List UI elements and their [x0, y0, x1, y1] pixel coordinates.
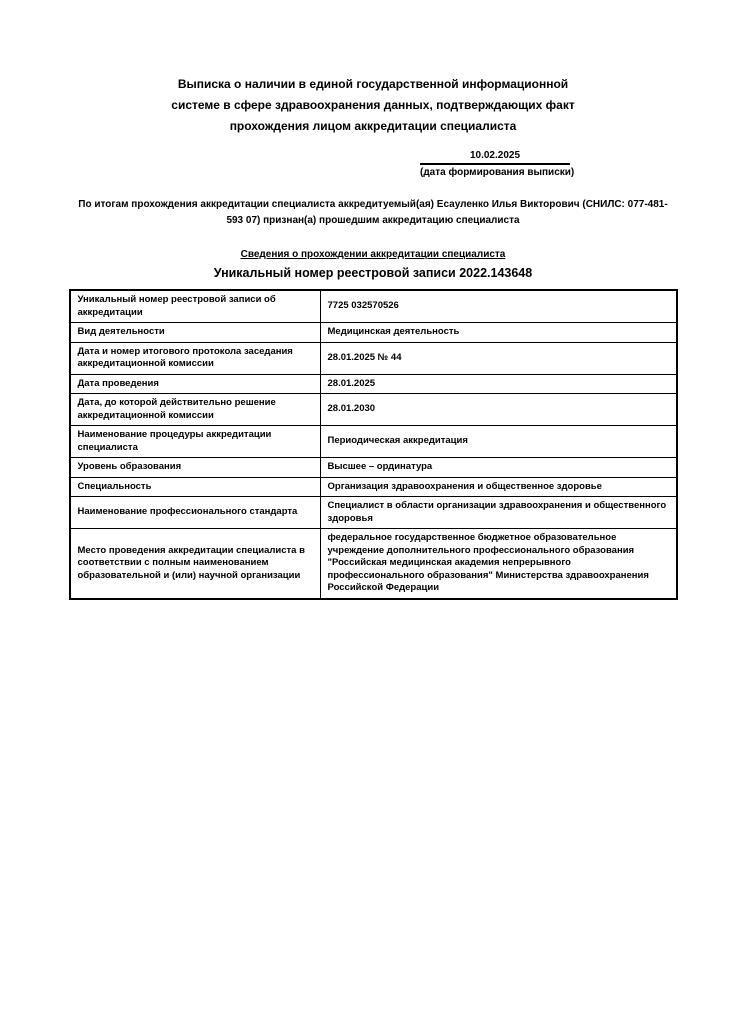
- extract-date: 10.02.2025: [420, 149, 570, 165]
- row-value: Медицинская деятельность: [320, 323, 677, 343]
- table-row: [70, 374, 677, 394]
- table-row: [70, 394, 677, 426]
- row-label: Дата, до которой действительно решение аккредитационной комиссии: [70, 394, 321, 426]
- document-title-line: системе в сфере здравоохранения данных, подтверждающих факт: [171, 98, 575, 112]
- row-value: Специалист в области организации здравоохранения и общественного здоровья: [320, 497, 677, 529]
- table-row: [70, 342, 677, 374]
- row-value: 28.01.2025 № 44: [320, 342, 677, 374]
- extract-date-caption: (дата формирования выписки): [420, 167, 575, 178]
- row-value: федеральное государственное бюджетное образовательное учреждение дополнительного профессионального образования "Российская медицинская академия непрерывного профессионального образования" Министерства здравоохранения Российской Федерации: [320, 529, 677, 599]
- row-label: Дата проведения: [70, 374, 321, 394]
- document-title-line: Выписка о наличии в единой государственной информационной: [177, 77, 569, 91]
- row-label: Вид деятельности: [70, 323, 321, 343]
- table-row: [70, 497, 677, 529]
- accreditation-summary-line: 593 07) признан(а) прошедшим аккредитацию специалиста: [226, 214, 520, 226]
- document-title-line: прохождения лицом аккредитации специалиста: [229, 119, 517, 133]
- row-value: Высшее – ординатура: [320, 458, 677, 478]
- accreditation-table-body: [70, 290, 677, 599]
- table-row: [70, 426, 677, 458]
- document-title: [0, 0, 746, 137]
- accreditation-summary-line: По итогам прохождения аккредитации специалиста аккредитуемый(ая) Есауленко Илья Викторович (СНИЛС: 077-481-: [78, 199, 668, 210]
- row-value: 28.01.2030: [320, 394, 677, 426]
- extract-date-block: [420, 149, 575, 179]
- table-row: [70, 323, 677, 343]
- row-label: Уровень образования: [70, 458, 321, 478]
- table-row: [70, 477, 677, 497]
- row-value: Организация здравоохранения и общественное здоровье: [320, 477, 677, 497]
- row-label: Место проведения аккредитации специалиста в соответствии с полным наименованием образовательной и (или) научной организации: [70, 529, 321, 599]
- table-row: [70, 290, 677, 323]
- registry-number-heading: Уникальный номер реестровой записи 2022.143648: [213, 266, 533, 280]
- section-heading-text: Сведения о прохождении аккредитации специалиста: [240, 249, 506, 260]
- accreditation-summary-paragraph: [0, 197, 746, 228]
- row-value: 7725 032570526: [320, 290, 677, 323]
- row-value: Периодическая аккредитация: [320, 426, 677, 458]
- row-label: Специальность: [70, 477, 321, 497]
- row-value: 28.01.2025: [320, 374, 677, 394]
- section-heading: [0, 248, 746, 261]
- row-label: Дата и номер итогового протокола заседания аккредитационной комиссии: [70, 342, 321, 374]
- table-row: [70, 529, 677, 599]
- row-label: Наименование процедуры аккредитации специалиста: [70, 426, 321, 458]
- row-label: Уникальный номер реестровой записи об аккредитации: [70, 290, 321, 323]
- accreditation-table: [69, 289, 678, 600]
- table-row: [70, 458, 677, 478]
- row-label: Наименование профессионального стандарта: [70, 497, 321, 529]
